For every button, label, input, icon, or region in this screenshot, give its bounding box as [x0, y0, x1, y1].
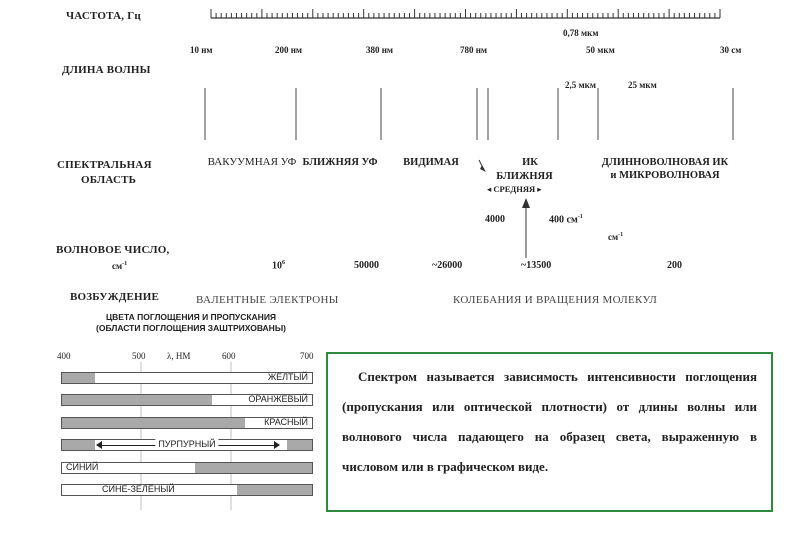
wavelength-label: ДЛИНА ВОЛНЫ [62, 64, 151, 76]
boundary-unit: $см^{-1}$ [608, 232, 624, 242]
absorption-fill [287, 440, 312, 450]
region-far: ДЛИННОВОЛНОВАЯ ИК и МИКРОВОЛНОВАЯ [601, 157, 729, 181]
wn-26000: ~26000 [432, 260, 463, 271]
absorption-fill [62, 373, 95, 383]
absorption-fill [62, 440, 95, 450]
color-name: ОРАНЖЕВЫЙ [248, 394, 308, 405]
region-ir-mid-text: СРЕДНЯЯ [493, 184, 536, 194]
wn-10e6-base: 10 [272, 260, 282, 272]
color-row [61, 484, 313, 496]
color-name: ЖЁЛТЫЙ [267, 372, 308, 382]
color-name: КРАСНЫЙ [264, 416, 308, 427]
definition-box: Спектром называется зависимость интенсивности поглощения (пропускания или оптической плотности) от длины волны или волнового числа падающего на образец света, выраженную в числовом или в графическом виде. [326, 352, 773, 512]
frequency-label: ЧАСТОТА, Гц [66, 10, 141, 22]
region-near-uv: БЛИЖНЯЯ УФ [302, 157, 378, 168]
colors-title-line2: (ОБЛАСТИ ПОГЛОЩЕНИЯ ЗАШТРИХОВАНЫ) [96, 323, 286, 333]
axis-400: 400 [57, 351, 71, 361]
tick-25um: 25 мкм [628, 80, 657, 90]
axis-500: 500 [132, 351, 146, 361]
wn-10e6-exp: 6 [282, 260, 285, 266]
region-ir-title: ИК [522, 157, 538, 168]
absorption-fill [62, 418, 245, 428]
wavenumber-label: ВОЛНОВОЕ ЧИСЛО, [56, 244, 170, 256]
colors-title [60, 312, 322, 334]
freq-note: 0,78 мкм [563, 28, 599, 38]
color-row [61, 462, 313, 474]
region-vacuum-uv: ВАКУУМНАЯ УФ [207, 156, 297, 168]
region-ir-near: БЛИЖНЯЯ [496, 171, 553, 182]
wl-tick-380nm: 380 нм [366, 45, 394, 55]
color-row [61, 394, 313, 406]
wl-tick-200nm: 200 нм [275, 45, 303, 55]
color-row [61, 372, 313, 384]
excitation-vibration: КОЛЕБАНИЯ И ВРАЩЕНИЯ МОЛЕКУЛ [453, 294, 658, 306]
absorption-fill [62, 395, 212, 405]
wl-tick-780nm: 780 нм [460, 45, 488, 55]
arrow-right-icon [274, 441, 280, 449]
wl-tick-30cm: 30 см [720, 45, 742, 55]
arrow-left-icon [96, 441, 102, 449]
spectral-region-label [57, 158, 152, 188]
boundary-400-text: 400 см [549, 214, 578, 226]
wn-50000: 50000 [354, 260, 379, 271]
wn-200: 200 [667, 260, 682, 271]
absorption-fill [195, 463, 312, 473]
wl-tick-50um: 50 мкм [586, 45, 615, 55]
wavenumber-unit-text: см [112, 261, 123, 271]
excitation-label: ВОЗБУЖДЕНИЕ [70, 291, 160, 303]
region-ir-mid: ◂ СРЕДНЯЯ ▸ [487, 184, 542, 194]
axis-600: 600 [222, 351, 236, 361]
boundary-4000: 4000 [485, 214, 505, 225]
color-row [61, 439, 313, 451]
tick-2-5um: 2,5 мкм [565, 80, 596, 90]
boundary-unit-text: см [608, 232, 619, 242]
boundary-400: 400 $см^{-1}$ [549, 214, 583, 226]
excitation-valence: ВАЛЕНТНЫЕ ЭЛЕКТРОНЫ [196, 294, 339, 306]
color-name: ПУРПУРНЫЙ [155, 439, 218, 449]
color-name: СИНЕ-ЗЕЛЁНЫЙ [102, 484, 175, 494]
color-row [61, 417, 313, 429]
wavenumber-unit: $см^{-1}$ [112, 261, 128, 271]
wn-13500: ~13500 [521, 260, 552, 271]
absorption-fill [237, 485, 312, 495]
axis-unit: λ, НМ [167, 351, 191, 361]
wn-10e6 [272, 260, 285, 271]
color-name: СИНИЙ [66, 461, 99, 472]
spectral-region-line1: СПЕКТРАЛЬНАЯ [57, 159, 152, 171]
axis-700: 700 [300, 351, 314, 361]
wl-tick-10nm: 10 нм [190, 45, 213, 55]
region-visible: ВИДИМАЯ [403, 157, 459, 168]
colors-title-line1: ЦВЕТА ПОГЛОЩЕНИЯ И ПРОПУСКАНИЯ [105, 312, 277, 322]
spectral-region-line2: ОБЛАСТЬ [81, 174, 137, 186]
